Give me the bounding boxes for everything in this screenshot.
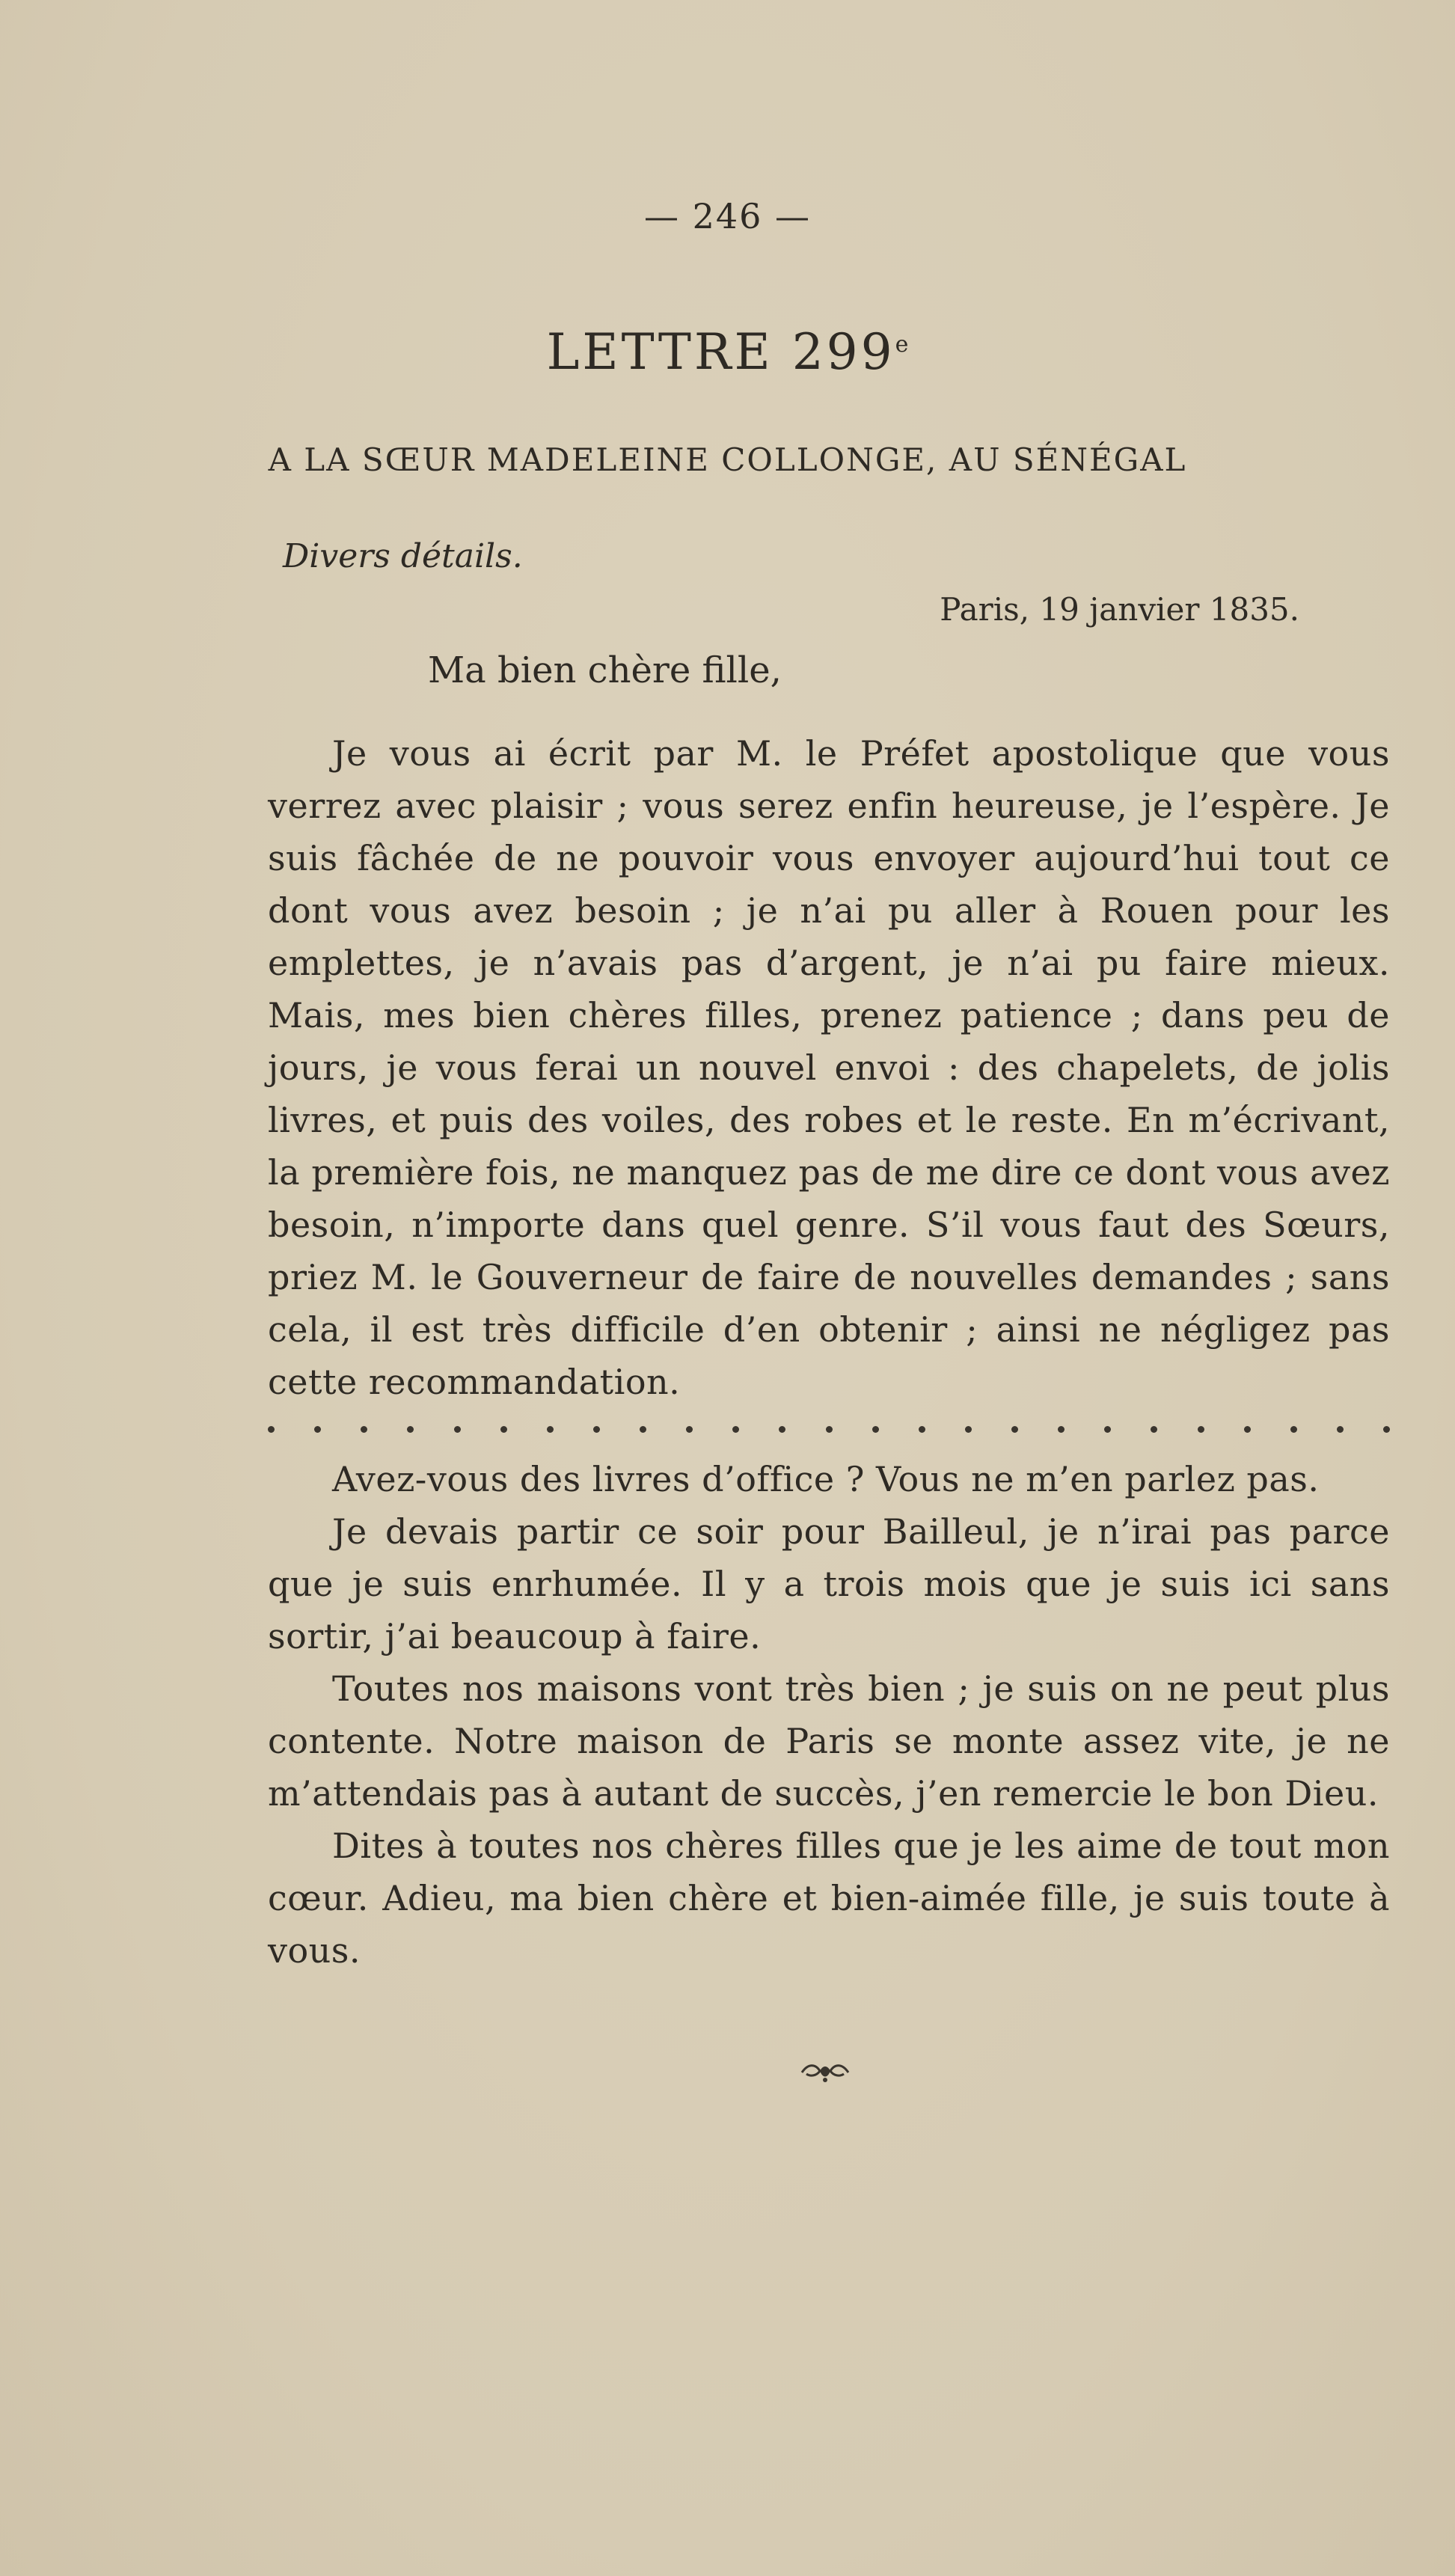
body-paragraph: Avez-vous des livres d’office ? Vous ne m’en parlez pas. — [332, 1459, 1320, 1499]
omission-dots — [268, 1413, 1390, 1445]
body-paragraph: Je vous ai écrit par M. le Préfet apostolique que vous verrez avec plaisir ; vous serez enfin heureuse, je l’espère. Je suis fâchée de ne pouvoir vous envoyer aujourd’hui tout ce dont vous avez besoin ; je n’ai pu aller à Rouen pour les emplettes, je n’avais pas d’argent, je n’ai pu faire mieux. Mais, mes bien chères filles, prenez patience ; dans peu de jours, je vous ferai un nouvel envoi : des chapelets, de jolis livres, et puis des voiles, des robes et le reste. En m’écrivant, la première fois, ne manquez pas de me dire ce dont vous avez besoin, n’importe dans quel genre. S’il vous faut des Sœurs, priez M. le Gouverneur de faire de nouvelles demandes ; sans cela, il est très difficile d’en obtenir ; ainsi ne négligez pas cette recommandation. — [268, 733, 1390, 1402]
letter-addressee: A LA SŒUR MADELEINE COLLONGE, AU SÉNÉGAL — [268, 441, 1187, 478]
letter-title-text: LETTRE 299 — [546, 323, 895, 381]
letter-dateline: Paris, 19 janvier 1835. — [940, 591, 1299, 628]
page-number: — 246 — — [643, 196, 812, 236]
letter-body — [268, 727, 1390, 1977]
letter-title-superscript: e — [895, 331, 909, 358]
letter-salutation: Ma bien chère fille, — [428, 649, 782, 691]
body-paragraph: Toutes nos maisons vont très bien ; je suis on ne peut plus contente. Notre maison de Paris se monte assez vite, je ne m’attendais pas à autant de succès, j’en remercie le bon Dieu. — [268, 1668, 1390, 1814]
letter-summary: Divers détails. — [283, 537, 523, 575]
body-paragraph: Je devais partir ce soir pour Bailleul, je n’irai pas parce que je suis enrhumée. Il y a trois mois que je suis ici sans sortir, j’ai beaucoup à faire. — [268, 1511, 1390, 1656]
fleuron-ornament-icon — [799, 2059, 851, 2086]
body-paragraph: Dites à toutes nos chères filles que je les aime de tout mon cœur. Adieu, ma bien chère et bien-aimée fille, je suis toute à vous. — [268, 1826, 1390, 1971]
letter-title — [0, 323, 1455, 381]
